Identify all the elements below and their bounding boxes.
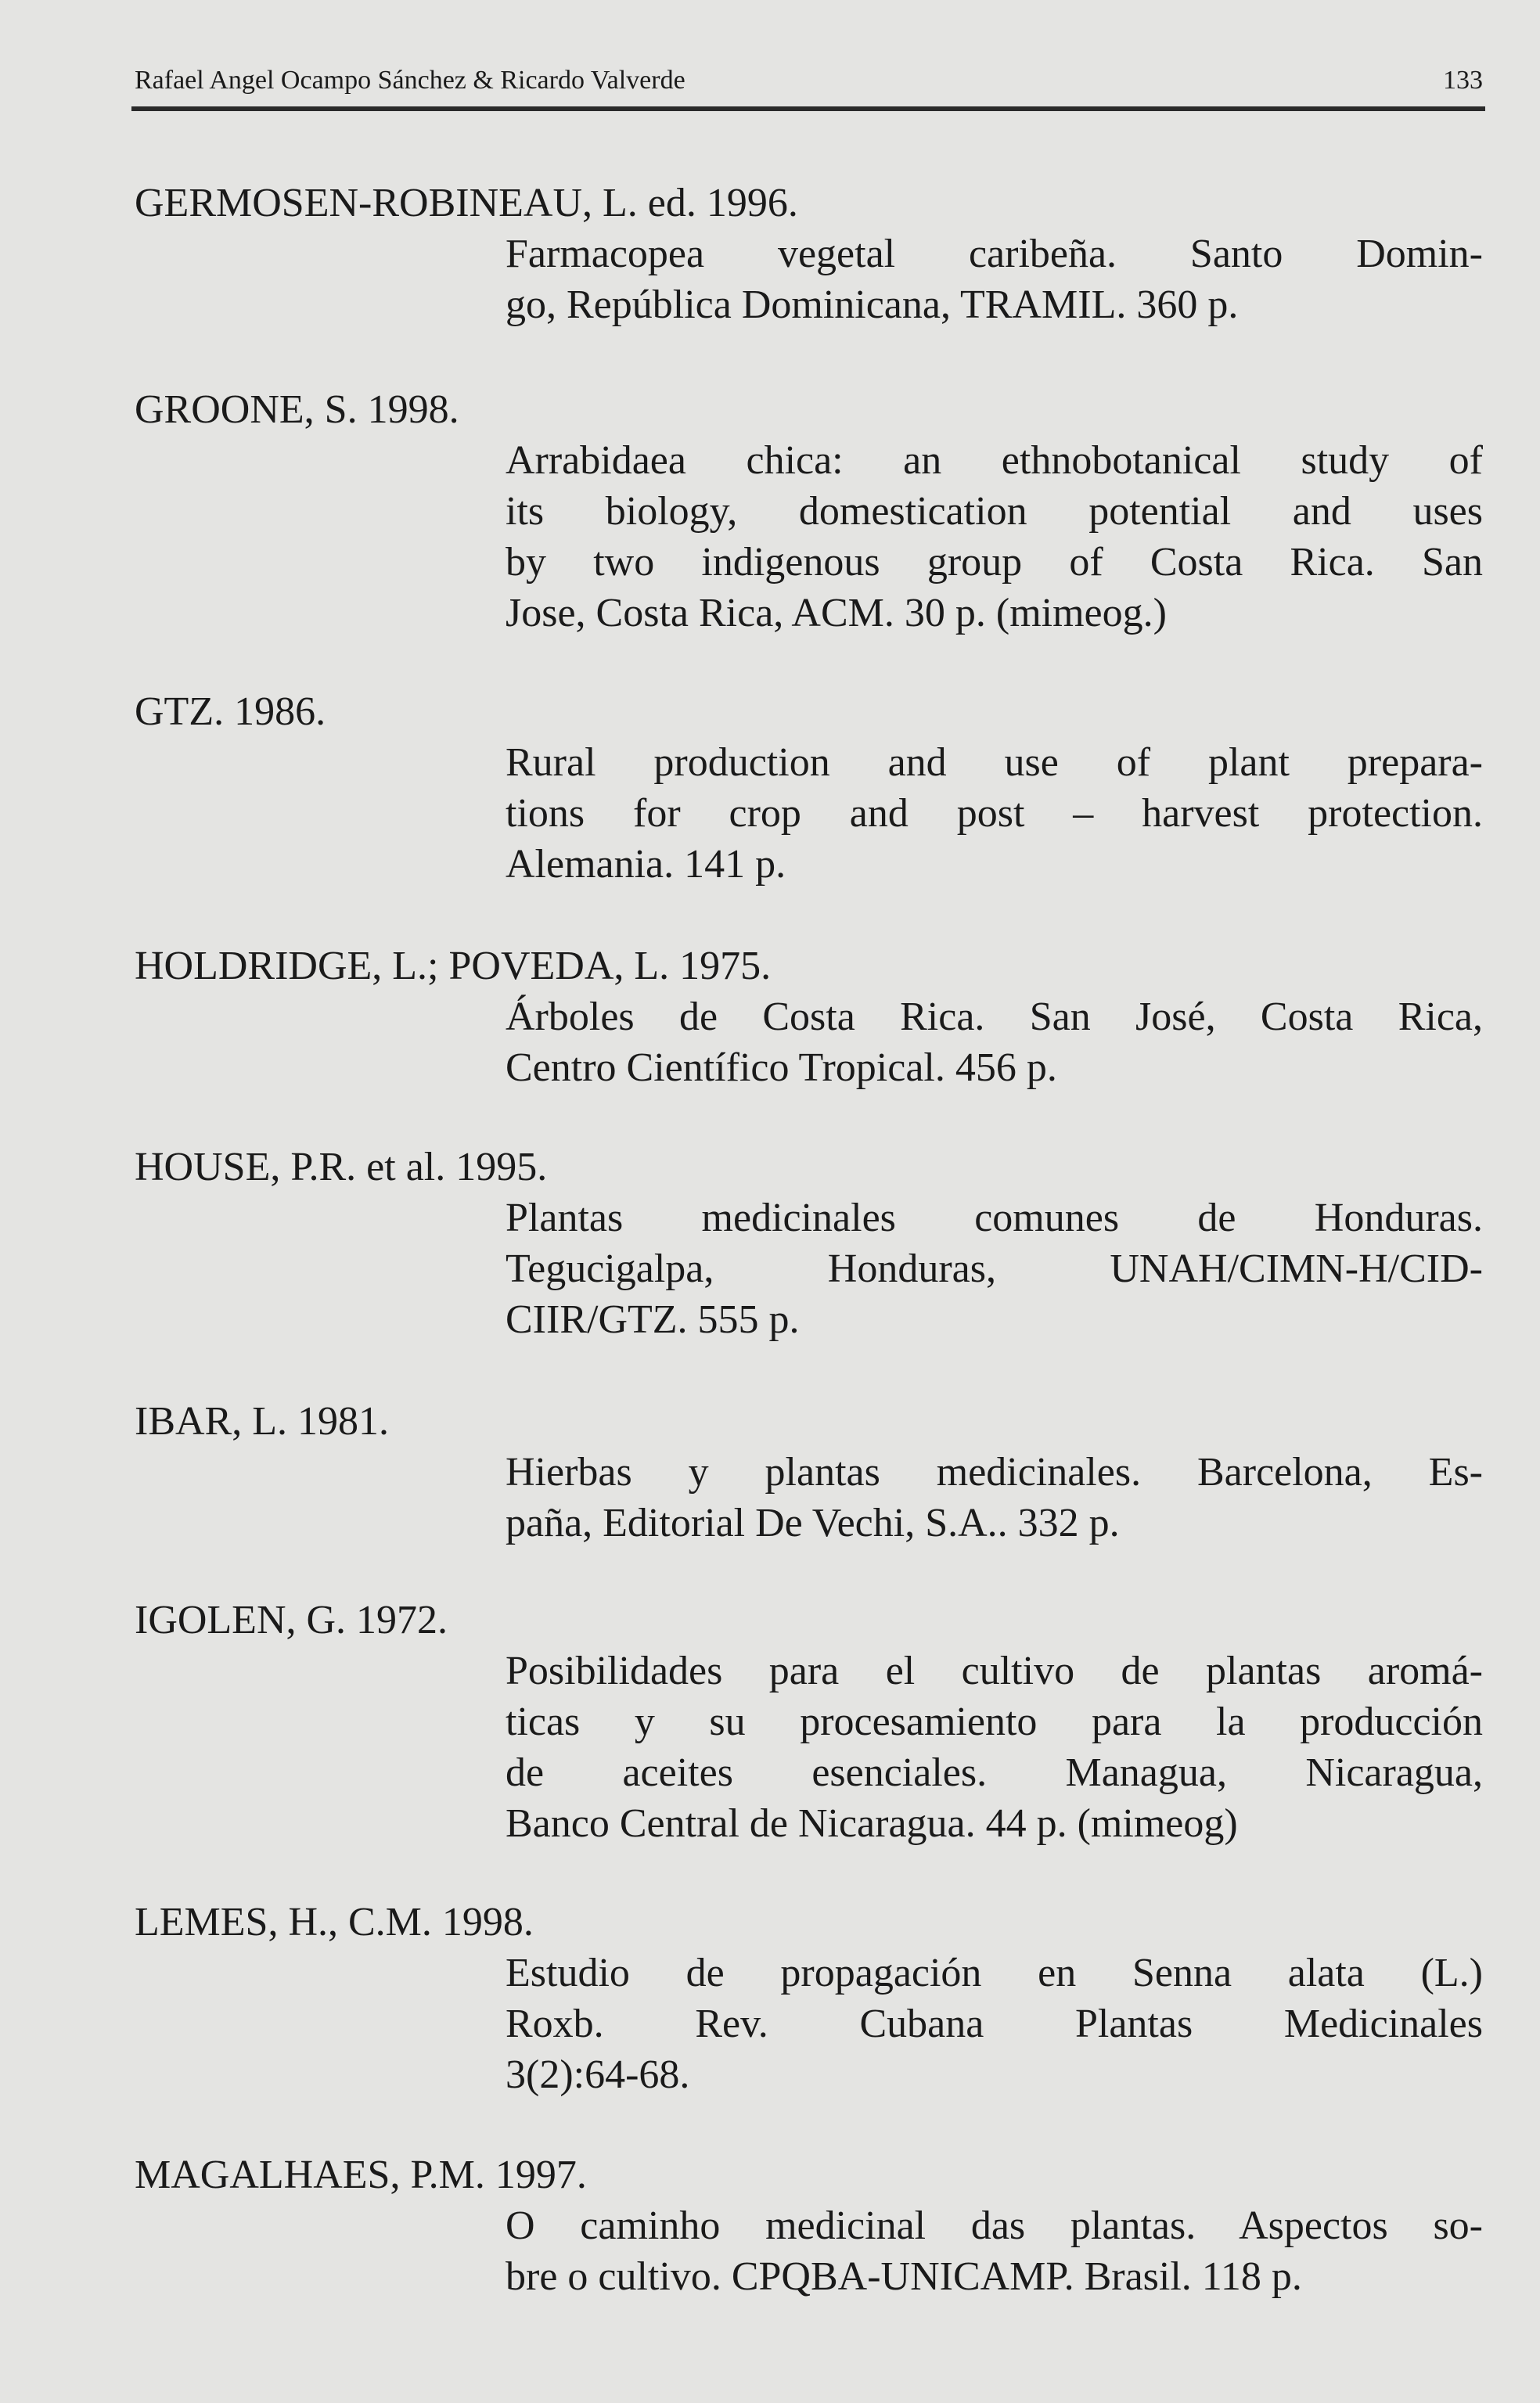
reference-line: ticas y su procesamiento para la producción xyxy=(506,1700,1483,1744)
reference-author-year: GROONE, S. 1998. xyxy=(135,387,459,432)
header-rule xyxy=(131,106,1485,111)
page-number: 133 xyxy=(1443,66,1483,95)
reference-line: Alemania. 141 p. xyxy=(506,842,786,887)
reference-body xyxy=(506,737,1483,890)
reference-line: Jose, Costa Rica, ACM. 30 p. (mimeog.) xyxy=(506,591,1167,635)
reference-entry xyxy=(135,1396,1483,1549)
reference-entry xyxy=(135,1142,1483,1345)
reference-line: its biology, domestication potential and uses xyxy=(506,489,1483,534)
reference-line: go, República Dominicana, TRAMIL. 360 p. xyxy=(506,282,1239,327)
reference-line: Roxb. Rev. Cubana Plantas Medicinales xyxy=(506,2002,1483,2046)
reference-line: O caminho medicinal das plantas. Aspectos so- xyxy=(506,2203,1483,2248)
reference-line: Plantas medicinales comunes de Honduras. xyxy=(506,1196,1483,1240)
reference-entry xyxy=(135,178,1483,330)
reference-body xyxy=(506,2200,1483,2302)
running-title: Rafael Angel Ocampo Sánchez & Ricardo Valverde xyxy=(135,66,685,95)
reference-body xyxy=(506,435,1483,639)
reference-author-year: IGOLEN, G. 1972. xyxy=(135,1598,448,1642)
reference-line: Estudio de propagación en Senna alata (L.) xyxy=(506,1951,1483,1995)
reference-entry xyxy=(135,686,1483,890)
reference-body xyxy=(506,1193,1483,1345)
reference-author-year: HOUSE, P.R. et al. 1995. xyxy=(135,1145,548,1189)
reference-entry xyxy=(135,1897,1483,2100)
reference-author-year: MAGALHAES, P.M. 1997. xyxy=(135,2153,587,2197)
reference-author-year: IBAR, L. 1981. xyxy=(135,1399,389,1444)
reference-entry xyxy=(135,1595,1483,1849)
reference-line: Hierbas y plantas medicinales. Barcelona, Es- xyxy=(506,1450,1483,1495)
reference-line: by two indigenous group of Costa Rica. San xyxy=(506,540,1483,585)
reference-body xyxy=(506,1646,1483,1849)
reference-line: Árboles de Costa Rica. San José, Costa Rica, xyxy=(506,995,1483,1039)
reference-line: Posibilidades para el cultivo de plantas aromá- xyxy=(506,1649,1483,1693)
reference-line: CIIR/GTZ. 555 p. xyxy=(506,1297,800,1342)
reference-entry xyxy=(135,2149,1483,2302)
reference-author-year: LEMES, H., C.M. 1998. xyxy=(135,1900,534,1944)
reference-line: Arrabidaea chica: an ethnobotanical study of xyxy=(506,438,1483,483)
reference-entry xyxy=(135,941,1483,1093)
reference-line: Rural production and use of plant prepara- xyxy=(506,740,1483,785)
reference-line: Centro Científico Tropical. 456 p. xyxy=(506,1045,1057,1090)
reference-body xyxy=(506,1948,1483,2100)
reference-line: paña, Editorial De Vechi, S.A.. 332 p. xyxy=(506,1501,1120,1545)
reference-line: Tegucigalpa, Honduras, UNAH/CIMN-H/CID- xyxy=(506,1246,1483,1291)
reference-line: Banco Central de Nicaragua. 44 p. (mimeog) xyxy=(506,1801,1238,1846)
reference-line: 3(2):64-68. xyxy=(506,2052,690,2097)
reference-entry xyxy=(135,384,1483,639)
reference-line: Farmacopea vegetal caribeña. Santo Domin- xyxy=(506,232,1483,276)
reference-line: de aceites esenciales. Managua, Nicaragua, xyxy=(506,1750,1483,1795)
reference-author-year: HOLDRIDGE, L.; POVEDA, L. 1975. xyxy=(135,944,772,988)
reference-body xyxy=(506,991,1483,1093)
reference-body xyxy=(506,228,1483,330)
reference-body xyxy=(506,1447,1483,1549)
reference-line: bre o cultivo. CPQBA-UNICAMP. Brasil. 118 p. xyxy=(506,2254,1302,2299)
reference-line: tions for crop and post – harvest protection. xyxy=(506,791,1483,836)
reference-author-year: GERMOSEN-ROBINEAU, L. ed. 1996. xyxy=(135,181,798,225)
running-header xyxy=(135,61,1483,95)
reference-author-year: GTZ. 1986. xyxy=(135,689,326,734)
